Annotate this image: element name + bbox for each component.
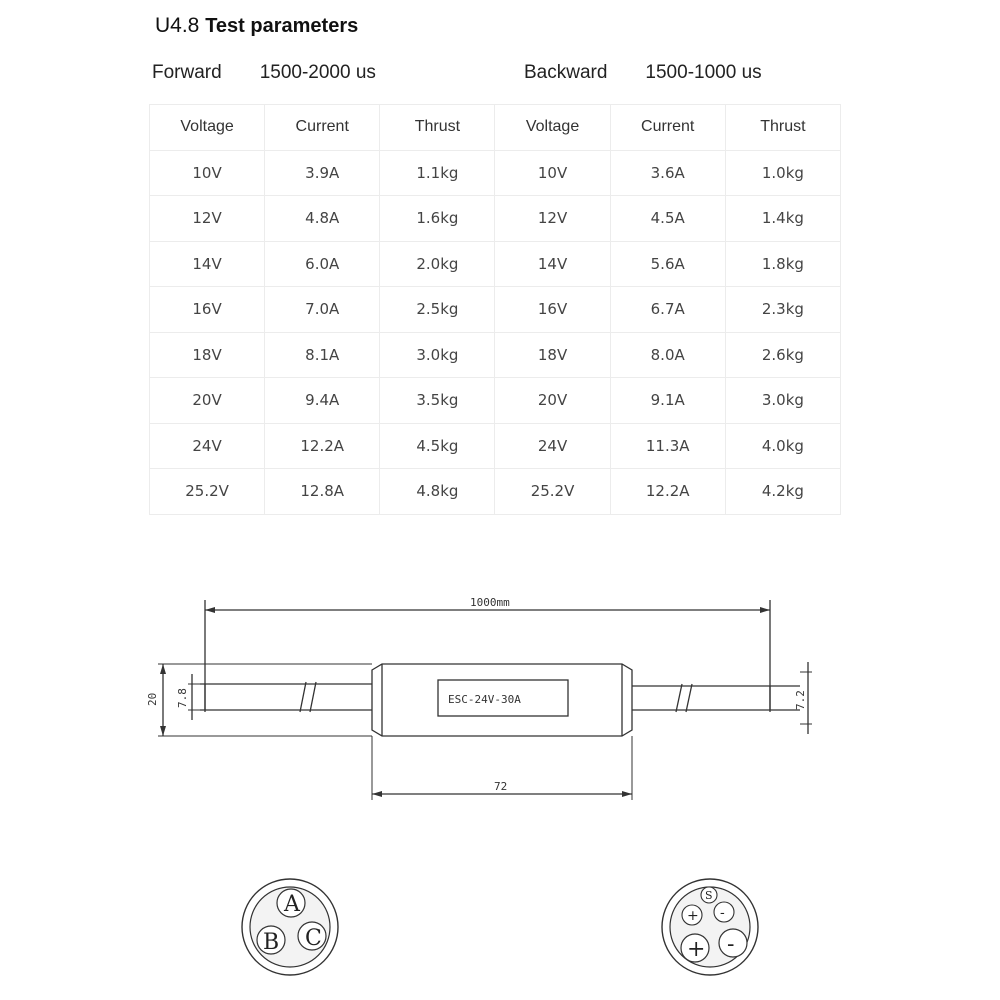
arrow-head bbox=[160, 726, 166, 736]
table-cell: 20V bbox=[150, 378, 265, 424]
column-header: Thrust bbox=[380, 105, 495, 151]
table-cell: 4.5A bbox=[610, 196, 725, 242]
table-cell: 9.4A bbox=[265, 378, 380, 424]
esc-model-label: ESC-24V-30A bbox=[448, 693, 521, 706]
table-cell: 2.3kg bbox=[725, 287, 840, 333]
table-cell: 8.1A bbox=[265, 332, 380, 378]
table-cell: 8.0A bbox=[610, 332, 725, 378]
table-cell: 18V bbox=[150, 332, 265, 378]
table-cell: 2.0kg bbox=[380, 241, 495, 287]
backward-range bbox=[524, 62, 762, 84]
table-cell: 4.0kg bbox=[725, 423, 840, 469]
table-cell: 6.0A bbox=[265, 241, 380, 287]
table-row bbox=[150, 378, 841, 424]
page-title bbox=[155, 14, 358, 38]
table-cell: 12.2A bbox=[610, 469, 725, 515]
arrow-head bbox=[372, 791, 382, 797]
pin-label-a: A bbox=[284, 892, 300, 917]
table-cell: 3.5kg bbox=[380, 378, 495, 424]
pin-label-signal-plus: + bbox=[687, 908, 699, 924]
arrow-head bbox=[622, 791, 632, 797]
table-row bbox=[150, 241, 841, 287]
table-row bbox=[150, 287, 841, 333]
table-cell: 11.3A bbox=[610, 423, 725, 469]
table-cell: 3.9A bbox=[265, 150, 380, 196]
table-cell: 2.5kg bbox=[380, 287, 495, 333]
column-header: Current bbox=[265, 105, 380, 151]
table-cell: 24V bbox=[495, 423, 610, 469]
table-cell: 4.8kg bbox=[380, 469, 495, 515]
table-cell: 1.6kg bbox=[380, 196, 495, 242]
table-cell: 4.5kg bbox=[380, 423, 495, 469]
table-cell: 18V bbox=[495, 332, 610, 378]
table-cell: 20V bbox=[495, 378, 610, 424]
pin-label-signal-minus: - bbox=[720, 905, 725, 921]
table-row bbox=[150, 469, 841, 515]
table-cell: 4.8A bbox=[265, 196, 380, 242]
table-cell: 1.4kg bbox=[725, 196, 840, 242]
table-row bbox=[150, 423, 841, 469]
table-cell: 2.6kg bbox=[725, 332, 840, 378]
pin-label-b: B bbox=[263, 930, 280, 955]
table-cell: 12.2A bbox=[265, 423, 380, 469]
forward-label: Forward bbox=[152, 62, 222, 83]
backward-value: 1500-1000 us bbox=[645, 62, 762, 83]
table-cell: 25.2V bbox=[150, 469, 265, 515]
model-name: U4.8 bbox=[155, 14, 200, 37]
table-cell: 3.6A bbox=[610, 150, 725, 196]
cable-break-mark bbox=[686, 684, 692, 712]
cable-break-mark bbox=[310, 682, 316, 712]
pin-label-power-plus: + bbox=[687, 937, 706, 962]
backward-label: Backward bbox=[524, 62, 608, 83]
table-cell: 1.1kg bbox=[380, 150, 495, 196]
motor-connector bbox=[242, 879, 338, 975]
power-connector bbox=[662, 879, 758, 975]
table-cell: 12.8A bbox=[265, 469, 380, 515]
pin-label-s: S bbox=[705, 889, 713, 902]
pin-label-power-minus: - bbox=[727, 932, 735, 957]
table-row bbox=[150, 196, 841, 242]
arrow-head bbox=[760, 607, 770, 613]
table-cell: 3.0kg bbox=[725, 378, 840, 424]
table-row bbox=[150, 332, 841, 378]
body-length-label: 72 bbox=[494, 780, 508, 793]
table-cell: 9.1A bbox=[610, 378, 725, 424]
arrow-head bbox=[205, 607, 215, 613]
table-cell: 25.2V bbox=[495, 469, 610, 515]
table-cell: 16V bbox=[495, 287, 610, 333]
column-header: Voltage bbox=[150, 105, 265, 151]
cable-break-mark bbox=[676, 684, 682, 712]
pin-label-c: C bbox=[305, 926, 322, 951]
table-cell: 14V bbox=[495, 241, 610, 287]
table-cell: 10V bbox=[150, 150, 265, 196]
table-cell: 12V bbox=[495, 196, 610, 242]
arrow-head bbox=[160, 664, 166, 674]
column-header: Thrust bbox=[725, 105, 840, 151]
forward-value: 1500-2000 us bbox=[259, 62, 376, 83]
table-row bbox=[150, 150, 841, 196]
title-label: Test parameters bbox=[205, 15, 359, 37]
table-cell: 12V bbox=[150, 196, 265, 242]
table-cell: 16V bbox=[150, 287, 265, 333]
table-cell: 7.0A bbox=[265, 287, 380, 333]
column-header: Current bbox=[610, 105, 725, 151]
table-cell: 14V bbox=[150, 241, 265, 287]
cable-length-label: 1000mm bbox=[470, 596, 510, 609]
body-height-label: 20 bbox=[146, 692, 159, 706]
table-cell: 6.7A bbox=[610, 287, 725, 333]
right-cable-dia-label: 7.2 bbox=[794, 690, 807, 710]
table-cell: 3.0kg bbox=[380, 332, 495, 378]
left-cable-dia-label: 7.8 bbox=[176, 688, 189, 708]
table-cell: 4.2kg bbox=[725, 469, 840, 515]
test-parameters-table bbox=[149, 104, 841, 515]
esc-dimension-drawing bbox=[0, 560, 1000, 1000]
cable-break-mark bbox=[300, 682, 306, 712]
table-cell: 1.0kg bbox=[725, 150, 840, 196]
table-header-row bbox=[150, 105, 841, 151]
table-cell: 10V bbox=[495, 150, 610, 196]
table-cell: 24V bbox=[150, 423, 265, 469]
forward-range bbox=[152, 62, 376, 84]
table-cell: 1.8kg bbox=[725, 241, 840, 287]
column-header: Voltage bbox=[495, 105, 610, 151]
table-cell: 5.6A bbox=[610, 241, 725, 287]
